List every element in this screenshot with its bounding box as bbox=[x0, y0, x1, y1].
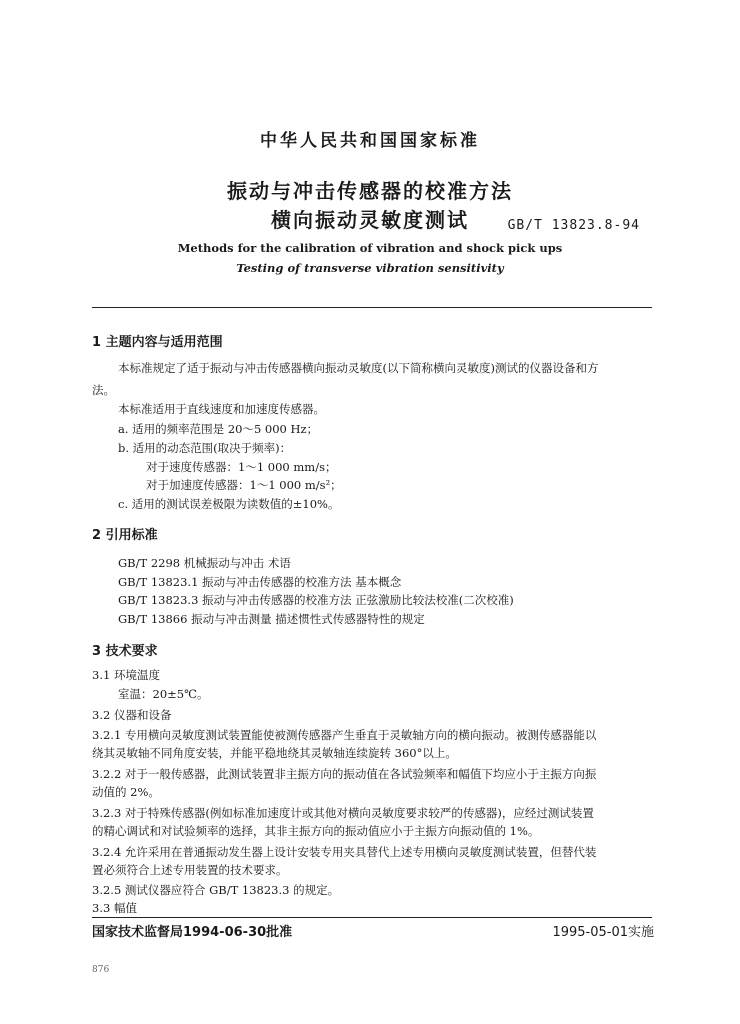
header-rule bbox=[92, 307, 652, 308]
s2-reference-1: GB/T 2298 机械振动与冲击 术语 bbox=[118, 556, 291, 570]
standard-number: GB/T 13823.8-94 bbox=[507, 218, 640, 233]
page-number: 876 bbox=[92, 965, 110, 975]
section-2-title: 2 引用标准 bbox=[92, 528, 158, 543]
s1-paragraph-1-line-2: 法。 bbox=[92, 383, 115, 397]
english-title-line-1: Methods for the calibration of vibration and shock pick ups bbox=[177, 241, 563, 255]
s3-2-1-line-1: 3.2.1 专用横向灵敏度测试装置能使被测传感器产生垂直于灵敏轴方向的横向振动。被测传感器能以 bbox=[92, 728, 597, 742]
s1-item-b-acceleration: 对于加速度传感器：1～1 000 m/s²； bbox=[146, 478, 342, 492]
s1-item-b-velocity: 对于速度传感器：1～1 000 mm/s； bbox=[146, 460, 337, 474]
s3-1-heading: 3.1 环境温度 bbox=[92, 668, 160, 682]
s3-2-4-line-1: 3.2.4 允许采用在普通振动发生器上设计安装专用夹具替代上述专用横向灵敏度测试装置，但替代装 bbox=[92, 845, 597, 859]
title-line-2: 横向振动灵敏度测试 bbox=[271, 208, 469, 232]
s3-2-3-line-2: 的精心调试和对试验频率的选择，其非主振方向的振动值应小于主振方向振动值的 1%。 bbox=[92, 824, 540, 838]
standard-body-header: 中华人民共和国国家标准 bbox=[260, 131, 480, 151]
footer-rule bbox=[92, 917, 652, 918]
title-line-1: 振动与冲击传感器的校准方法 bbox=[227, 179, 513, 203]
s3-2-4-line-2: 置必须符合上述专用装置的技术要求。 bbox=[92, 863, 288, 877]
s3-2-1-line-2: 绕其灵敏轴不同角度安装，并能平稳地绕其灵敏轴连续旋转 360°以上。 bbox=[92, 746, 457, 760]
s2-reference-3: GB/T 13823.3 振动与冲击传感器的校准方法 正弦激励比较法校准(二次校准) bbox=[118, 593, 514, 607]
s3-2-2-line-2: 动值的 2%。 bbox=[92, 785, 160, 799]
s3-2-5: 3.2.5 测试仪器应符合 GB/T 13823.3 的规定。 bbox=[92, 883, 340, 897]
s1-item-a: a. 适用的频率范围是 20～5 000 Hz； bbox=[118, 422, 319, 436]
section-1-title: 1 主题内容与适用范围 bbox=[92, 335, 223, 350]
s2-reference-2: GB/T 13823.1 振动与冲击传感器的校准方法 基本概念 bbox=[118, 575, 402, 589]
english-title-line-2: Testing of transverse vibration sensitivity bbox=[236, 261, 504, 275]
s1-paragraph-1-line-1: 本标准规定了适于振动与冲击传感器横向振动灵敏度(以下简称横向灵敏度)测试的仪器设备和方 bbox=[118, 361, 599, 375]
s1-item-b: b. 适用的动态范围(取决于频率)： bbox=[118, 441, 292, 455]
s1-item-c: c. 适用的测试误差极限为读数值的±10%。 bbox=[118, 497, 340, 511]
effective-date: 1995-05-01实施 bbox=[552, 925, 654, 940]
approval-date: 国家技术监督局1994-06-30批准 bbox=[92, 925, 293, 940]
s2-reference-4: GB/T 13866 振动与冲击测量 描述惯性式传感器特性的规定 bbox=[118, 612, 425, 626]
s1-paragraph-2: 本标准适用于直线速度和加速度传感器。 bbox=[118, 402, 325, 416]
s3-2-heading: 3.2 仪器和设备 bbox=[92, 708, 172, 722]
s3-2-2-line-1: 3.2.2 对于一般传感器，此测试装置非主振方向的振动值在各试验频率和幅值下均应小于主振方向振 bbox=[92, 767, 597, 781]
s3-2-3-line-1: 3.2.3 对于特殊传感器(例如标准加速度计或其他对横向灵敏度要求较严的传感器)，应经过测试装置 bbox=[92, 806, 594, 820]
s3-3-heading: 3.3 幅值 bbox=[92, 901, 137, 915]
s3-1-text: 室温：20±5℃。 bbox=[118, 687, 209, 701]
section-3-title: 3 技术要求 bbox=[92, 644, 158, 659]
